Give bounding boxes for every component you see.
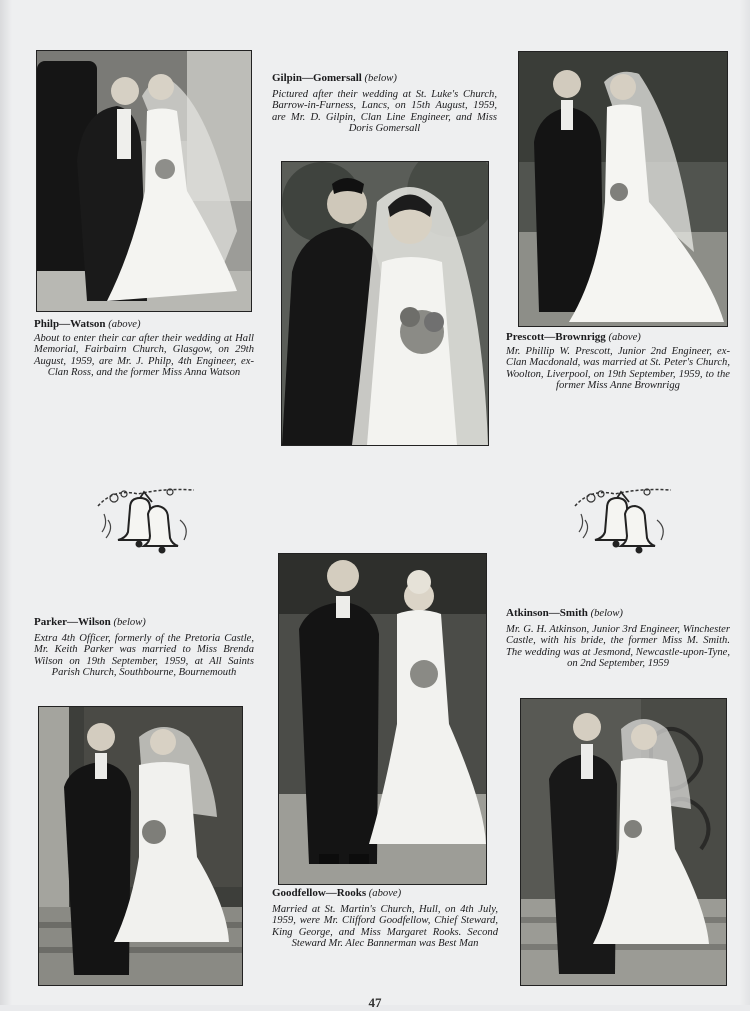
caption-names: Gilpin—Gomersall	[272, 72, 362, 84]
photo-gilpin-gomersall	[281, 161, 489, 446]
caption-text: Pictured after their wedding at St. Luke's Church, Barrow-in-Furness, Lancs, on 15th August, 1959, are Mr. D. Gilpin, Clan Line Engineer, and Miss Doris Gomersall	[272, 88, 497, 135]
caption-text: Married at St. Martin's Church, Hull, on 4th July, 1959, were Mr. Clifford Goodfellow, Chief Steward, King George, and Miss Margaret Rooks. Second Steward Mr. Alec Bannerman was Best Man	[272, 903, 498, 950]
photo-goodfellow-rooks	[278, 553, 487, 885]
wedding-bells-icon	[94, 484, 198, 560]
photo-philp-watson	[36, 50, 252, 312]
photo-prescott-brownrigg	[518, 51, 728, 327]
caption-prescott-brownrigg	[506, 332, 730, 392]
caption-goodfellow-rooks	[272, 888, 498, 950]
caption-parker-wilson	[34, 617, 254, 679]
caption-names: Philp—Watson	[34, 318, 106, 330]
caption-direction: (above)	[368, 888, 402, 899]
caption-names: Atkinson—Smith	[506, 607, 588, 619]
caption-philp-watson	[34, 319, 254, 379]
photo-parker-wilson	[38, 706, 243, 986]
caption-names: Prescott—Brownrigg	[506, 331, 606, 343]
caption-text: Extra 4th Officer, formerly of the Pretoria Castle, Mr. Keith Parker was married to Miss Brenda Wilson on 19th September, 1959, at All Saints Parish Church, Southbourne, Bournemouth	[34, 632, 254, 679]
caption-direction: (above)	[108, 319, 141, 330]
caption-atkinson-smith	[506, 608, 730, 670]
caption-text: Mr. Phillip W. Prescott, Junior 2nd Engineer, ex-Clan Macdonald, was married at St. Peter's Church, Woolton, Liverpool, on 19th September, 1959, to the former Miss Anne Brownrigg	[506, 345, 730, 392]
caption-direction: (below)	[590, 608, 623, 619]
page-number: 47	[368, 995, 382, 1010]
caption-direction: (below)	[113, 617, 146, 628]
wedding-bells-icon	[571, 484, 675, 560]
caption-gilpin-gomersall	[272, 73, 497, 135]
photo-atkinson-smith	[520, 698, 727, 986]
caption-names: Goodfellow—Rooks	[272, 887, 367, 899]
caption-text: About to enter their car after their wedding at Hall Memorial, Fairbairn Church, Glasgow, on 29th August, 1959, are Mr. J. Philp, 4th Engineer, ex-Clan Ross, and the former Miss Anna Watson	[34, 332, 254, 379]
caption-text: Mr. G. H. Atkinson, Junior 3rd Engineer, Winchester Castle, with his bride, the former Miss M. Smith. The wedding was at Jesmond, Newcastle-upon-Tyne, on 2nd September, 1959	[506, 623, 730, 670]
caption-direction: (below)	[364, 73, 397, 84]
caption-names: Parker—Wilson	[34, 616, 111, 628]
caption-direction: (above)	[608, 332, 641, 343]
